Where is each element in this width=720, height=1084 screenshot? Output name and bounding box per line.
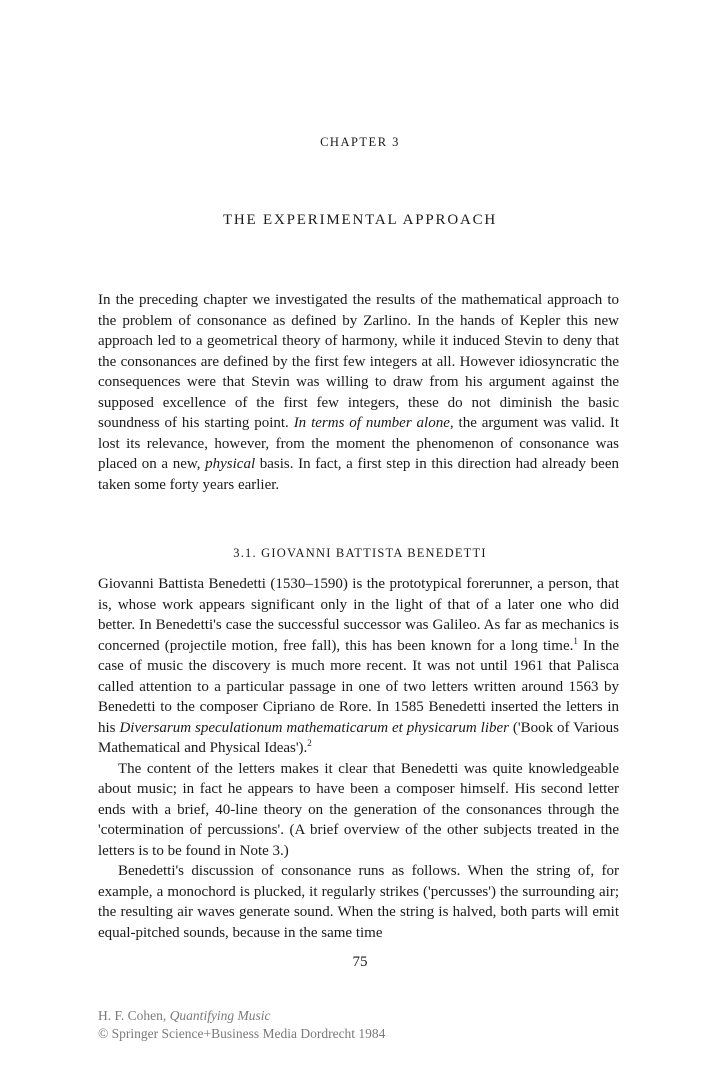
intro-text-1: In the preceding chapter we investigated the results of the mathematical approach to the problem of consonance as defined by Zarlino. In the hands of Kepler this new approach led to a geometrical theory of harmony, while it induced Stevin to deny that the consonances are defined by the first few integers at all. However idiosyncratic the consequences were that Stevin was willing to draw from his argument against the supposed excellence of the first few integers, these do not diminish the basic soundness of his starting point. [98, 292, 619, 431]
para1-text-b: In the case of music the discovery is much more recent. It was not until 1961 that Palisca called attention to a particular passage in one of two letters written around 1563 by Benedetti to the composer Cipriano de Rore. In 1585 Benedetti inserted the letters in his [98, 637, 619, 736]
intro-text-3: basis. In fact, a first step in this direction had already been taken some forty years earlier. [98, 456, 619, 493]
chapter-label: CHAPTER 3 [320, 135, 400, 149]
footer-book-title: Quantifying Music [169, 1008, 271, 1023]
page-number: 75 [352, 954, 368, 970]
section-paragraph-3: Benedetti's discussion of consonance runs as follows. When the string of, for example, a monochord is plucked, it regularly strikes ('percusses') the surrounding air; the resulting air waves generate sound. When the string is halved, both parts will emit equal-pitched sounds, because in the same time [98, 863, 619, 941]
footer-author: H. F. Cohen, [98, 1008, 170, 1023]
book-title: Diversarum speculationum mathematicarum et physicarum liber [119, 719, 509, 736]
chapter-title: THE EXPERIMENTAL APPROACH [222, 212, 498, 228]
para1-text-a: Giovanni Battista Benedetti (1530–1590) is the prototypical forerunner, a person, that is, whose work appears significant only in the light of that of a later one who did better. In Benedetti's case the successful successor was Galileo. As far as mechanics is concerned (projectile motion, free fall), this has been known for a long time. [98, 576, 619, 654]
intro-emphasis-2: physical [205, 456, 256, 472]
footnote-ref-1[interactable]: 1 [573, 635, 578, 646]
section-paragraph-2: The content of the letters makes it clear that Benedetti was quite knowledgeable about music; in fact he appears to have been a composer himself. His second letter ends with a brief, 40-line theory on the generation of the consonances through the 'cotermination of percussions'. (A brief overview of the other subjects treated in the letters is to be found in Note 3.) [98, 760, 619, 859]
para1-text-c: ('Book of Various Mathematical and Physical Ideas'). [98, 719, 619, 756]
section-heading: 3.1. GIOVANNI BATTISTA BENEDETTI [233, 546, 487, 560]
intro-paragraph [98, 290, 619, 495]
intro-emphasis-1: In terms of number alone, [293, 415, 454, 431]
footer-citation [98, 1008, 271, 1024]
section-body [98, 574, 619, 943]
intro-text-2: the argument was valid. It lost its relevance, however, from the moment the phenomenon of consonance was placed on a new, [98, 415, 620, 472]
footer-copyright: © Springer Science+Business Media Dordrecht 1984 [98, 1026, 386, 1041]
section-paragraph-1 [98, 574, 619, 759]
footnote-ref-2[interactable]: 2 [307, 738, 312, 748]
